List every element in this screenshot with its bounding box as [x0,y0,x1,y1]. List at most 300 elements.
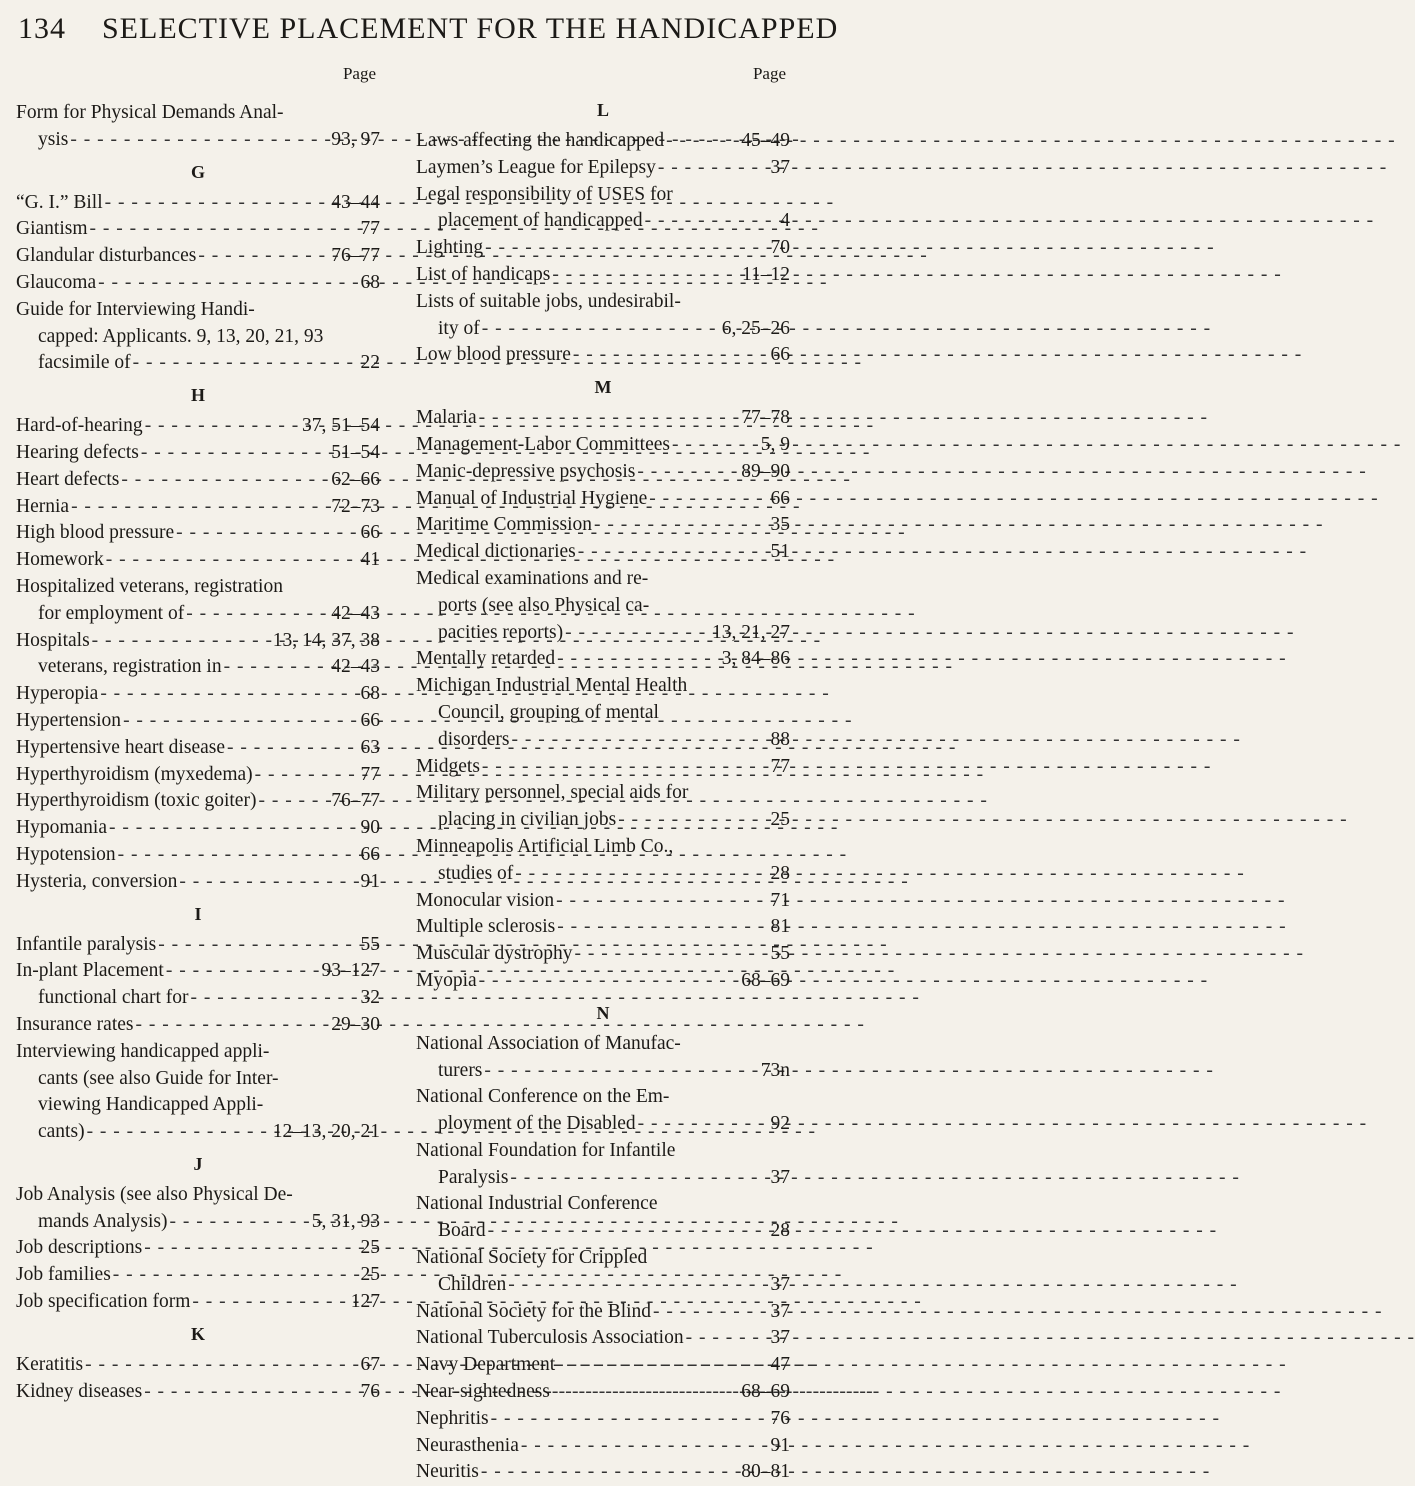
entry-line [416,486,790,513]
index-entry [16,708,380,735]
entry-line [16,1012,380,1039]
index-entry [16,628,380,682]
entry-line [416,941,790,968]
page-reference: 76–77 [331,790,380,812]
leader-dashes [70,127,327,154]
index-entry [16,100,380,154]
entry-text: Hypotension [16,843,116,865]
index-entry [16,494,380,521]
leader-dashes [508,1272,766,1299]
leader-dashes [92,628,269,655]
leader-dashes [135,1012,327,1039]
entry-line [416,861,790,888]
leader-dashes [637,459,737,486]
index-entry [16,297,380,377]
entry-text: Mentally retarded [416,648,556,670]
index-entry [416,968,790,995]
page-reference: 66 [770,344,790,366]
leader-dashes [521,1433,767,1460]
page-reference: 63 [360,736,380,758]
index-entry [416,1433,790,1460]
index-entry [416,155,790,182]
index-entry [16,869,380,896]
index-entry [416,539,790,566]
entry-text: Laymen’s League for Epilepsy [416,156,656,178]
page-reference: 55 [360,933,380,955]
entry-text: for employment of [38,602,185,624]
index-entry [16,243,380,270]
leader-dashes [552,1379,737,1406]
leader-dashes [573,342,767,369]
page-reference: 25 [360,1264,380,1286]
entry-text: cants (see also Guide for Inter- [38,1067,279,1089]
entry-text: Neuritis [416,1461,479,1483]
section-letter: N [596,1002,610,1023]
leader-dashes [98,270,356,297]
leader-dashes [87,1119,269,1146]
entry-text: Neurasthenia [416,1434,519,1456]
entry-text: Medical examinations and re- [416,567,649,589]
entry-line [416,128,790,155]
entry-line [16,574,380,601]
page-reference: 25 [770,809,790,831]
page-reference: 5, 9 [760,433,790,455]
running-title: SELECTIVE PLACEMENT FOR THE HANDICAPPED [102,12,839,45]
entry-text: Board [438,1220,486,1242]
entry-text: Michigan Industrial Mental Health [416,675,688,697]
entry-text: Manual of Industrial Hygiene [416,487,648,509]
entry-text: Navy Department [416,1354,556,1376]
entry-line [16,324,380,351]
index-entry [416,1031,790,1085]
entry-text: National Conference on the Em- [416,1086,670,1108]
entry-text: Hyperopia [16,683,99,705]
page-reference: 81 [770,916,790,938]
leader-dashes [557,1352,766,1379]
leader-dashes [618,807,766,834]
index-entry [16,270,380,297]
entry-line [16,1066,380,1093]
leader-dashes [672,432,757,459]
leader-dashes [479,405,738,432]
entry-text: Medical dictionaries [416,541,576,563]
entry-line [16,350,380,377]
index-entry [16,467,380,494]
leader-dashes [556,888,766,915]
entry-line [416,342,790,369]
entry-line [16,985,380,1012]
leader-dashes [578,539,767,566]
index-entry [416,405,790,432]
page-reference: 3, 84–86 [721,648,790,670]
leader-dashes [491,1406,767,1433]
leader-dashes [141,440,327,467]
leader-dashes [479,968,738,995]
leader-dashes [653,1299,766,1326]
index-entry [416,834,790,888]
entry-line [16,958,380,985]
index-entry [416,432,790,459]
index-entry [416,1325,790,1352]
entry-text: Manic-depressive psychosis [416,460,636,482]
index-sections [16,100,380,1405]
page-reference: 37 [770,1273,790,1295]
entry-text: Hospitals [16,629,90,651]
entry-line [416,459,790,486]
page-column-heading: Page [752,64,786,83]
entry-text: viewing Handicapped Appli- [38,1094,264,1116]
index-entry [16,190,380,217]
index-entry [16,216,380,243]
index-entry [416,1406,790,1433]
entry-line [416,1191,790,1218]
entry-line [416,780,790,807]
entry-line [416,566,790,593]
entry-text: capped: Applicants. 9, 13, 20, 21, 93 [38,325,324,347]
entry-text: Insurance rates [16,1013,134,1035]
entry-line [416,182,790,209]
entry-line [416,968,790,995]
entry-text: Children [438,1273,507,1295]
index-entry [16,788,380,815]
entry-line [416,727,790,754]
page-reference: 89–90 [741,460,790,482]
entry-line [416,1352,790,1379]
index-entry [16,958,380,1012]
section-letter: H [190,385,205,406]
entry-text: Legal responsibility of USES for [416,183,673,205]
entry-text: Military personnel, special aids for [416,782,689,804]
entry-line [16,413,380,440]
entry-line [16,1262,380,1289]
entry-text: Myopia [416,969,477,991]
leader-dashes [575,941,767,968]
entry-line [16,494,380,521]
entry-text: Low blood pressure [416,344,571,366]
leader-dashes [485,235,766,262]
page-reference: 37 [770,1327,790,1349]
index-entry [16,413,380,440]
leader-dashes [158,932,356,959]
page-reference: 42–43 [331,602,380,624]
index-entry [416,780,790,834]
leader-dashes [649,486,766,513]
entry-line [416,673,790,700]
running-header [18,12,839,52]
entry-text: Keratitis [16,1353,84,1375]
page-reference: 5, 31, 93 [311,1210,380,1232]
page-reference: 29–30 [331,1013,380,1035]
page-reference: 37, 51–54 [302,415,380,437]
entry-text: Job families [16,1264,111,1286]
entry-line [416,1138,790,1165]
leader-dashes [144,1235,356,1262]
index-entry [16,762,380,789]
index-entry [416,1379,790,1406]
section-letter: K [190,1323,205,1344]
entry-text: Hearing defects [16,441,139,463]
index-entry [416,646,790,673]
entry-text: ployment of the Disabled [438,1113,636,1135]
entry-text: facsimile of [38,352,131,374]
page-reference: 76 [360,1380,380,1402]
entry-line [16,216,380,243]
page-reference: 47 [770,1354,790,1376]
entry-line [16,628,380,655]
page-reference: 37 [770,1166,790,1188]
leader-dashes [113,1262,357,1289]
section-letter: I [194,903,202,924]
entry-text: ysis [38,128,69,150]
index-entry [16,735,380,762]
page-reference: 13, 14, 37, 38 [272,629,380,651]
index-entry [16,1262,380,1289]
entry-line [416,1084,790,1111]
page-reference: 11–12 [741,263,790,285]
entry-text: mands Analysis) [38,1210,168,1232]
entry-text: Hyperthyroidism (toxic goiter) [16,790,257,812]
page-number: 134 [18,12,66,45]
index-entry [416,289,790,343]
index-entry [416,888,790,915]
page-reference: 12–13, 20, 21 [272,1121,380,1143]
page-reference: 66 [360,709,380,731]
entry-line [16,815,380,842]
entry-text: Job descriptions [16,1237,143,1259]
leader-dashes [106,547,357,574]
page-reference: 68 [360,271,380,293]
entry-line [16,1235,380,1262]
entry-text: Hyperthyroidism (myxedema) [16,763,253,785]
entry-text: Malaria [416,407,477,429]
index-entry [416,1352,790,1379]
entry-line [16,654,380,681]
index-entry [16,815,380,842]
leader-dashes [166,958,318,985]
section-letter: J [193,1153,203,1174]
entry-text: placement of handicapped [438,210,643,232]
leader-dashes [658,155,767,182]
leader-dashes [488,1218,767,1245]
page-reference: 4 [780,210,790,232]
entry-line [416,593,790,620]
page-reference: 55 [770,943,790,965]
entry-text: National Association of Manufac- [416,1032,681,1054]
entry-text: studies of [438,862,514,884]
leader-dashes [105,190,328,217]
entry-text: National Tuberculosis Association [416,1327,684,1349]
entry-text: Hospitalized veterans, registration [16,575,283,597]
entry-text: Guide for Interviewing Handi- [16,298,255,320]
entry-line [16,681,380,708]
section-letter: M [594,377,612,398]
leader-dashes [557,914,766,941]
entry-line [416,1245,790,1272]
page-reference: 77 [360,763,380,785]
leader-dashes [510,1165,766,1192]
leader-dashes [481,1459,737,1486]
leader-dashes [121,467,327,494]
page-reference: 41 [360,549,380,571]
leader-dashes [109,815,357,842]
entry-text: Multiple sclerosis [416,916,556,938]
entry-text: National Society for the Blind [416,1300,652,1322]
index-entry [416,1084,790,1138]
page-reference: 67 [360,1353,380,1375]
entry-text: Nephritis [416,1407,489,1429]
entry-text: Hernia [16,495,70,517]
entry-text: placing in civilian jobs [438,809,617,831]
entry-line [16,297,380,324]
entry-text: disorders [438,728,510,750]
entry-line [16,735,380,762]
entry-text: Hypertension [16,709,122,731]
entry-line [16,467,380,494]
entry-text: High blood pressure [16,522,175,544]
leader-dashes [118,842,357,869]
page-reference: 62–66 [331,468,380,490]
index-entry [416,459,790,486]
index-entry [16,1379,380,1406]
entry-line [416,1325,790,1352]
page-reference: 92 [770,1113,790,1135]
index-entry [416,128,790,155]
entry-line [16,869,380,896]
entry-line [416,539,790,566]
index-entry [16,1289,380,1316]
entry-line [416,1031,790,1058]
page-reference: 37 [770,156,790,178]
page-reference: 68–69 [741,969,790,991]
index-entry [416,914,790,941]
page-reference: 77–78 [741,407,790,429]
index-entry [16,1039,380,1146]
entry-line [16,1379,380,1406]
index-entry [416,754,790,781]
index-entry [416,182,790,236]
leader-dashes [515,861,766,888]
entry-line [16,1209,380,1236]
index-entry [16,520,380,547]
page-reference: 43–44 [331,191,380,213]
leader-dashes [90,216,357,243]
index-entry [16,1012,380,1039]
entry-text: Monocular vision [416,889,555,911]
leader-dashes [71,494,327,521]
entry-line [416,1459,790,1486]
page-reference: 88 [770,728,790,750]
entry-line [416,1433,790,1460]
leader-dashes [191,985,357,1012]
page-reference: 70 [770,237,790,259]
leader-dashes [686,1325,767,1352]
index-sections [416,100,790,1486]
entry-text: Paralysis [438,1166,509,1188]
entry-text: pacities reports) [438,621,564,643]
entry-text: Lighting [416,237,484,259]
entry-text: Hard-of-hearing [16,415,143,437]
page-reference: 71 [770,889,790,911]
leader-dashes [227,735,357,762]
entry-text: Infantile paralysis [16,933,157,955]
entry-text: Glaucoma [16,271,97,293]
page-reference: 66 [360,522,380,544]
entry-text: Maritime Commission [416,514,593,536]
leader-dashes [557,646,718,673]
index-entry [16,1235,380,1262]
leader-dashes [552,262,738,289]
entry-line [416,888,790,915]
index-column-right [416,64,790,1486]
entry-line [416,1406,790,1433]
leader-dashes [169,1209,307,1236]
entry-line [416,316,790,343]
entry-text: National Society for Crippled [416,1247,648,1269]
entry-text: Laws affecting the handicapped [416,130,665,151]
leader-dashes [192,1289,346,1316]
leader-dashes [198,243,327,270]
page-reference: 6, 25–26 [721,317,790,339]
entry-line [16,788,380,815]
index-entry [416,1191,790,1245]
leader-dashes [666,128,737,155]
entry-text: turers [438,1059,483,1081]
index-entry [16,681,380,708]
entry-text: Midgets [416,755,480,777]
index-entry [16,1352,380,1379]
index-entry [16,547,380,574]
index-entry [16,574,380,628]
entry-text: Giantism [16,218,88,240]
entry-line [416,155,790,182]
entry-text: Homework [16,549,104,571]
index-column-left [16,64,380,1405]
entry-text: cants) [38,1121,85,1143]
entry-line [16,1289,380,1316]
entry-text: veterans, registration in [38,656,222,678]
index-entry [416,673,790,753]
entry-text: ity of [438,317,480,339]
entry-line [416,1379,790,1406]
entry-line [416,1058,790,1085]
page-reference: 28 [770,1220,790,1242]
entry-line [416,807,790,834]
entry-text: National Industrial Conference [416,1193,658,1215]
leader-dashes [645,208,777,235]
leader-dashes [258,788,327,815]
page-reference: 72–73 [331,495,380,517]
leader-dashes [255,762,357,789]
page-reference: 91 [770,1434,790,1456]
entry-text: Form for Physical Demands Anal- [16,102,284,123]
page-reference: 76 [770,1407,790,1429]
index-entry [416,342,790,369]
index-entry [416,1459,790,1486]
entry-text: List of handicaps [416,263,551,285]
entry-line [16,1352,380,1379]
page-reference: 77 [770,755,790,777]
index-entry [416,262,790,289]
page-reference: 25 [360,1237,380,1259]
entry-line [16,100,380,127]
index-entry [16,932,380,959]
entry-text: Glandular disturbances [16,245,197,267]
index-entry [416,1299,790,1326]
leader-dashes [638,1111,767,1138]
page-reference: 51–54 [331,441,380,463]
entry-line [416,700,790,727]
page-reference: 93–127 [321,960,380,982]
